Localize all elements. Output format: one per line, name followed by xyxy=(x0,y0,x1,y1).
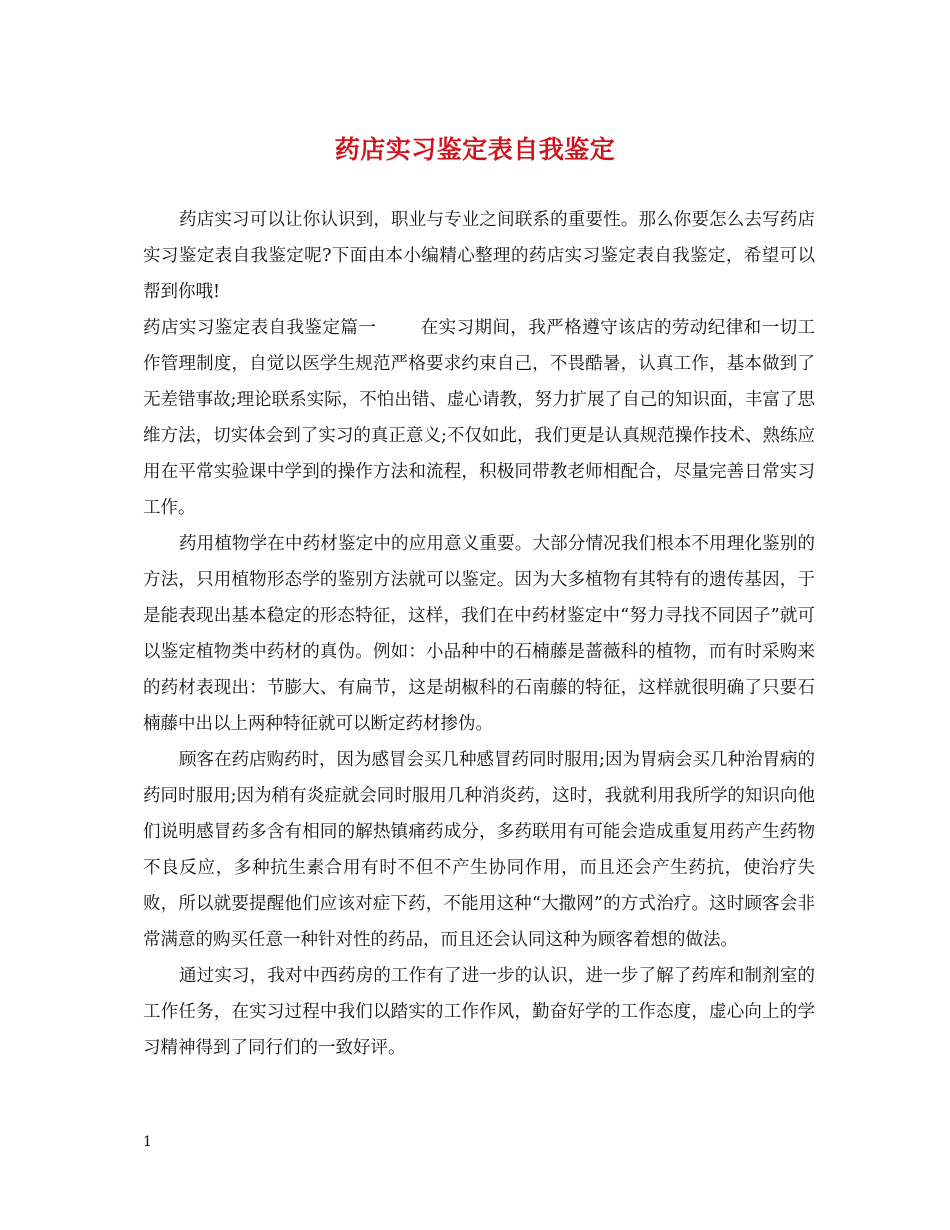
paragraph-4: 通过实习，我对中西药房的工作有了进一步的认识，进一步了解了药库和制剂室的工作任务，在实习过程中我们以踏实的工作作风，勤奋好学的工作态度，虚心向上的学习精神得到了同行们的一致好评。 xyxy=(143,966,815,1058)
document-title: 药店实习鉴定表自我鉴定 xyxy=(334,135,616,164)
section-paragraph-1 xyxy=(143,310,815,526)
paragraph-2: 药用植物学在中药材鉴定中的应用意义重要。大部分情况我们根本不用理化鉴别的方法，只用植物形态学的鉴别方法就可以鉴定。因为大多植物有其特有的遗传基因，于是能表现出基本稳定的形态特征，这样，我们在中药材鉴定中“努力寻找不同因子”就可以鉴定植物类中药材的真伪。例如：小品种中的石楠藤是蔷薇科的植物，而有时采购来的药材表现出：节膨大、有扁节，这是胡椒科的石南藤的特征，这样就很明确了只要石楠藤中出以上两种特征就可以断定药材掺伪。 xyxy=(143,534,815,734)
page-number: 1 xyxy=(143,1134,152,1150)
section-first-paragraph-text: 在实习期间，我严格遵守该店的劳动纪律和一切工作管理制度，自觉以医学生规范严格要求约束自己，不畏酷暑，认真工作，基本做到了无差错事故;理论联系实际，不怕出错、虚心请教，努力扩展了自己的知识面，丰富了思维方法，切实体会到了实习的真正意义;不仅如此，我们更是认真规范操作技术、熟练应用在平常实验课中学到的操作方法和流程，积极同带教老师相配合，尽量完善日常实习工作。 xyxy=(143,318,816,518)
section-heading: 药店实习鉴定表自我鉴定篇一 xyxy=(143,318,377,338)
paragraph-3: 顾客在药店购药时，因为感冒会买几种感冒药同时服用;因为胃病会买几种治胃病的药同时服用;因为稍有炎症就会同时服用几种消炎药，这时，我就利用我所学的知识向他们说明感冒药多含有相同的解热镇痛药成分，多药联用有可能会造成重复用药产生药物不良反应，多种抗生素合用有时不但不产生协同作用，而且还会产生药抗，使治疗失败，所以就要提醒他们应该对症下药，不能用这种“大撒网”的方式治疗。这时顾客会非常满意的购买任意一种针对性的药品，而且还会认同这种为顾客着想的做法。 xyxy=(143,750,815,950)
intro-paragraph: 药店实习可以让你认识到，职业与专业之间联系的重要性。那么你要怎么去写药店实习鉴定表自我鉴定呢?下面由本小编精心整理的药店实习鉴定表自我鉴定，希望可以帮到你哦! xyxy=(143,210,815,302)
document-body xyxy=(143,202,815,1066)
